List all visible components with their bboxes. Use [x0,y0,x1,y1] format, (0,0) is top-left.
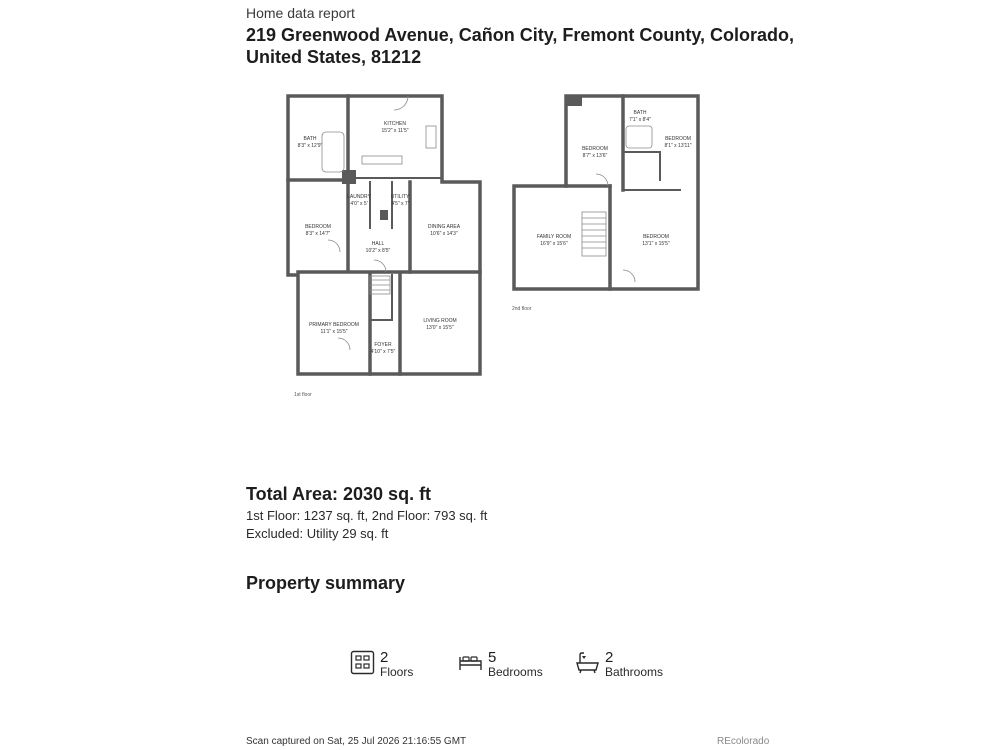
room-dimensions: 10'2" x 8'5" [365,248,391,254]
total-area: Total Area: 2030 sq. ft [246,484,432,504]
room-dimensions: 8'3" x 14'7" [305,231,331,237]
room-primary-bedroom: PRIMARY BEDROOM [309,322,359,328]
brand-label: REcolorado [717,736,770,747]
room-dining-area: DINING AREA [427,224,461,230]
room-dimensions: 11'1" x 15'5" [320,329,348,335]
room-dimensions: 4'5" x 7' [391,201,409,207]
room-dimensions: 8'3" x 12'9" [297,143,323,149]
room-living-room: LIVING ROOM [423,318,457,324]
room-dimensions: 10'6" x 14'3" [430,231,458,237]
floors-count: 2 [380,649,389,666]
bathrooms-count: 2 [605,649,614,666]
room-bedroom-4: BEDROOM [643,234,669,240]
excluded-area: Excluded: Utility 29 sq. ft [246,526,389,541]
floors-label: Floors [380,665,414,679]
room-foyer: FOYER [374,342,392,348]
room-dimensions: 13'1" x 15'5" [642,241,670,247]
floors-icon [350,650,375,675]
room-hall: HALL [371,241,385,247]
report-label: Home data report [246,5,355,21]
floor-2-label: 2nd floor [512,306,532,312]
bathrooms-label: Bathrooms [605,665,664,679]
bed-icon [458,650,483,675]
floor-1-label: 1st floor [294,392,312,398]
room-dimensions: 4'0" x 5' [350,201,368,207]
room-family-room: FAMILY ROOM [536,234,572,240]
stat-floors [350,650,413,682]
room-dimensions: 8'1" x 13'11" [664,143,692,149]
property-address: 219 Greenwood Avenue, Cañon City, Fremont County, Colorado, United States, 81212 [246,25,795,67]
property-summary-heading: Property summary [246,573,406,593]
room-bath-2: BATH [633,110,647,116]
bedrooms-label: Bedrooms [488,665,543,679]
room-dimensions: 8'7" x 13'6" [582,153,608,159]
room-bedroom-3: BEDROOM [665,136,691,142]
room-kitchen: KITCHEN [384,121,406,127]
room-bedroom: BEDROOM [305,224,331,230]
room-dimensions: 16'9" x 15'6" [540,241,568,247]
room-utility: UTILITY [390,194,410,200]
room-bedroom-2: BEDROOM [582,146,608,152]
floor-area-breakdown: 1st Floor: 1237 sq. ft, 2nd Floor: 793 sq. ft [246,508,488,523]
bedrooms-count: 5 [488,649,497,666]
bathtub-icon [575,650,600,675]
room-dimensions: 4'10" x 7'5" [370,349,396,355]
room-dimensions: 15'2" x 11'5" [381,128,409,134]
room-laundry: LAUNDRY [347,194,371,200]
scan-captured-date: Scan captured on Sat, 25 Jul 2026 21:16:55 GMT [246,736,467,747]
room-dimensions: 7'1" x 8'4" [629,117,651,123]
room-bath: BATH [303,136,317,142]
stat-bedrooms [458,650,543,682]
room-dimensions: 13'0" x 15'5" [426,325,454,331]
stat-bathrooms [575,650,663,682]
floor-plan [270,80,730,410]
